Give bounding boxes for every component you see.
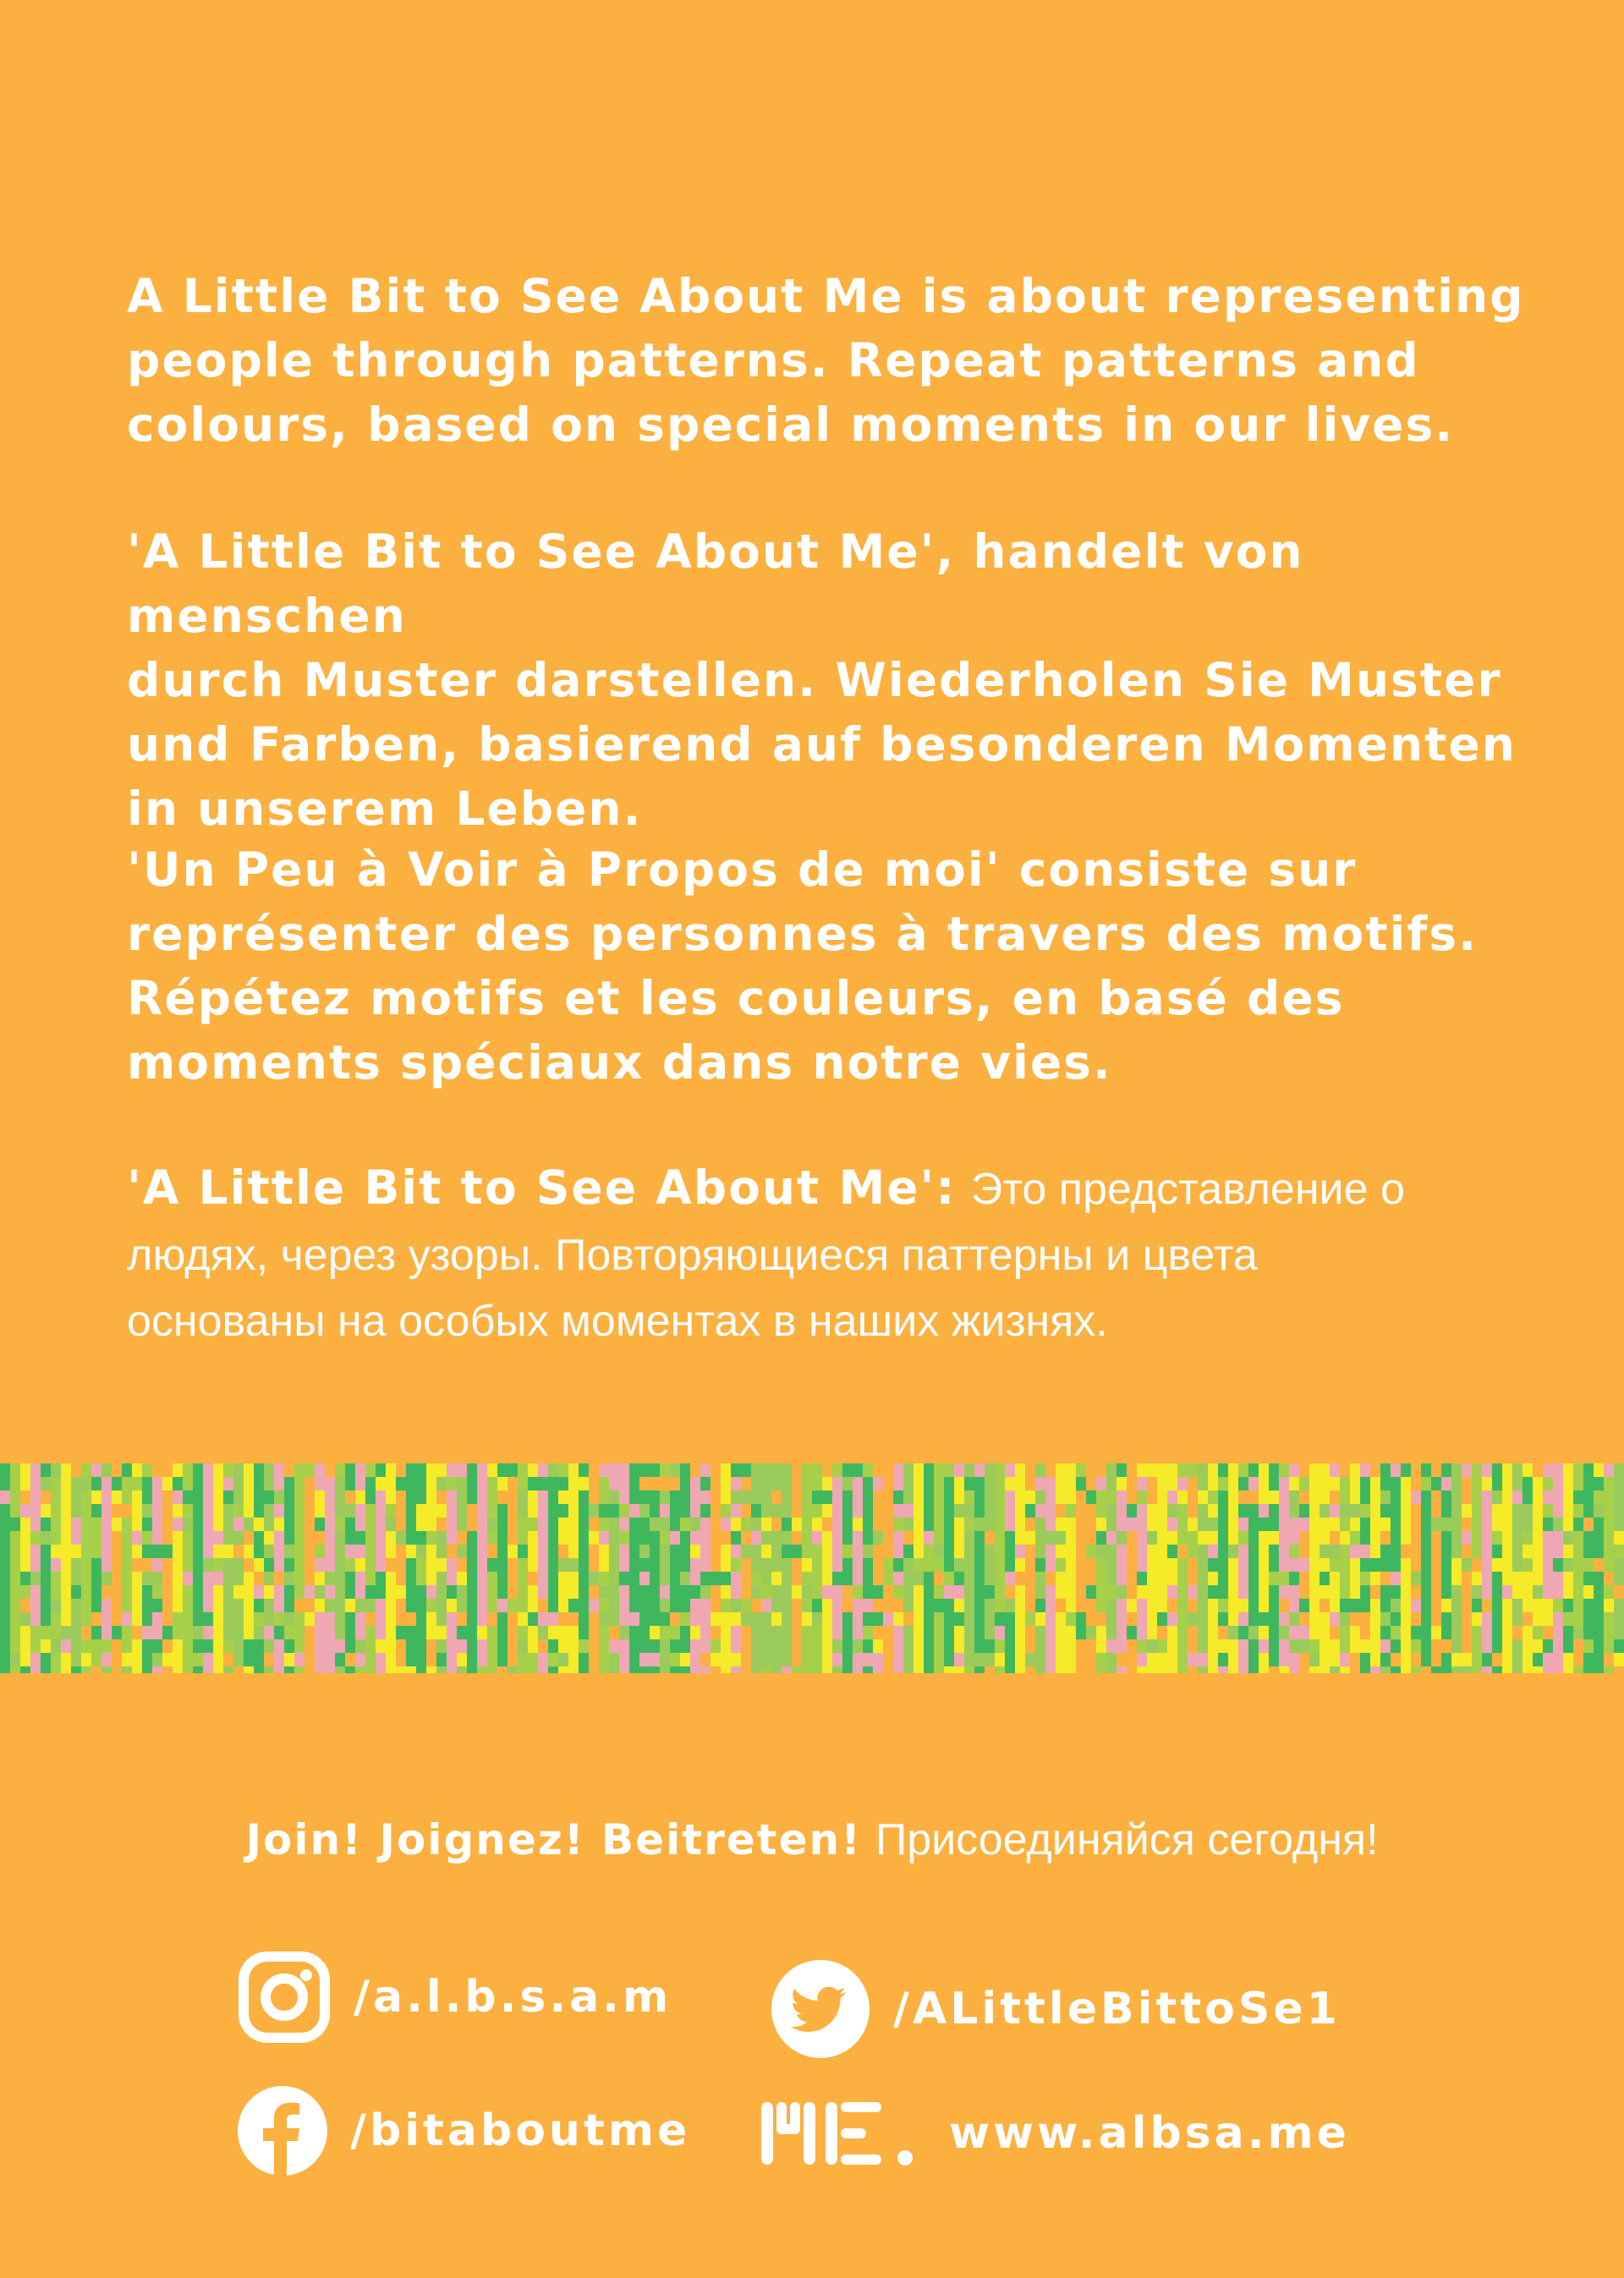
pixel-pattern-band (0, 1463, 1624, 1673)
intro-german (127, 519, 1548, 841)
twitter-link[interactable] (770, 1958, 1341, 2060)
twitter-handle: /ALittleBittoSe1 (893, 1984, 1341, 2034)
intro-russian-text (127, 1155, 1446, 1353)
facebook-icon (237, 2085, 328, 2176)
instagram-link[interactable] (237, 1950, 672, 2045)
join-russian: Присоединяйся сегодня! (875, 1815, 1379, 1864)
twitter-icon (770, 1958, 871, 2060)
facebook-handle: /bitaboutme (350, 2105, 691, 2156)
intro-english-text: A Little Bit to See About Me is about representing people through patterns. Repeat patterns and colours, based on special moments in our lives. (127, 269, 1525, 452)
intro-english (127, 264, 1548, 457)
intro-french-text: 'Un Peu à Voir à Propos de moi' consiste sur représenter des personnes à travers des motifs. Répétez motifs et les couleurs, en basé des moments spéciaux dans notre vies. (127, 843, 1478, 1090)
intro-german-text: 'A Little Bit to See About Me', handelt von menschen durch Muster darstellen. Wiederholen Sie Muster und Farben, basierend auf besonderen Momenten in unserem Leben. (127, 524, 1517, 836)
facebook-link[interactable] (237, 2085, 690, 2176)
intro-russian-title: 'A Little Bit to See About Me': (127, 1161, 957, 1215)
instagram-icon (237, 1950, 332, 2045)
intro-french (127, 837, 1548, 1095)
instagram-handle: /a.l.b.s.a.m (354, 1972, 672, 2023)
website-link[interactable] (761, 2100, 1350, 2166)
me-logo (761, 2100, 927, 2166)
intro-russian-body: Это представление о людях, через узоры. Повторяющиеся паттерны и цвета основаны на особых моментах в наших жизнях. (127, 1165, 1405, 1346)
website-url: www.albsa.me (949, 2108, 1350, 2159)
join-multilingual: Join! Joignez! Beitreten! (245, 1815, 862, 1864)
intro-russian (127, 1155, 1446, 1353)
join-call-to-action (0, 1810, 1624, 1869)
